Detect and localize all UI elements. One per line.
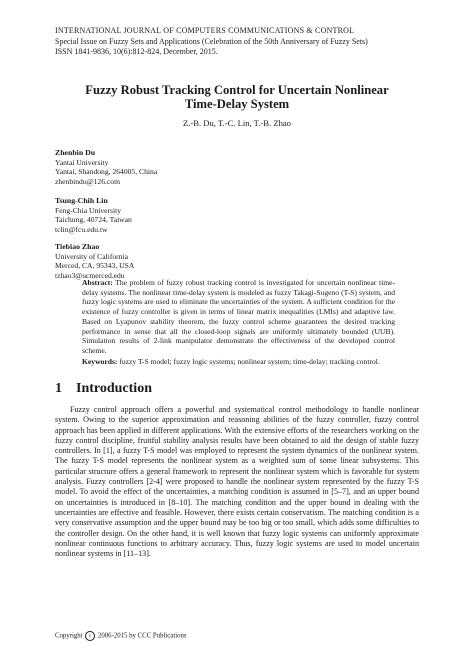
- abstract-text: The problem of fuzzy robust tracking control is investigated for uncertain nonlinear time-delay systems. The nonlinear time-delay system is modeled as fuzzy Takagi-Sugeno (T-S) system, and fuzzy logic systems are used to eliminate the uncertainties of the system. A sufficient condition for the existence of fuzzy controller is given in terms of linear matrix inequalities (LMIs) and adaptive law. Based on Lyapunov stability theorem, the fuzzy control scheme guarantees the desired tracking performance in sense that all the closed-loop signals are uniformly ultimately bounded (UUB). Simulation results of 2-link manipulator demonstrate the effectiveness of the developed control scheme.: [82, 278, 395, 355]
- copyright-icon: c: [85, 631, 95, 641]
- author-email: zhenbindu@126.com: [55, 177, 120, 187]
- section-number: 1: [55, 381, 62, 396]
- author-email: tzhao3@ucmerced.edu: [55, 271, 125, 281]
- paper-authors: Z.-B. Du, T.-C. Lin, T.-B. Zhao: [183, 118, 291, 128]
- keywords-text: fuzzy T-S model; fuzzy logic systems; nonlinear system; time-delay; tracking control.: [119, 356, 380, 366]
- author-org: Feng-Chia University: [55, 205, 122, 215]
- special-issue-line: Special Issue on Fuzzy Sets and Applications (Celebration of the 50th Anniversary of Fuzzy Sets): [55, 36, 368, 46]
- journal-name: INTERNATIONAL JOURNAL OF COMPUTERS COMMUNICATIONS & CONTROL: [55, 26, 355, 35]
- affiliation-3: [55, 242, 255, 281]
- section-heading: [55, 381, 152, 397]
- paper-title-line1: Fuzzy Robust Tracking Control for Uncertain Nonlinear: [85, 83, 389, 97]
- author-address: Yantai, Shandong, 264005, China: [55, 167, 158, 177]
- issn-line: ISSN 1841-9836, 10(6):812-824, December, 2015.: [55, 47, 218, 57]
- copyright-footer: [55, 631, 187, 641]
- author-address: Merced, CA, 95343, USA: [55, 261, 135, 271]
- abstract-block: [82, 278, 395, 366]
- paper-title-line2: Time-Delay System: [184, 97, 290, 111]
- affiliation-1: [55, 148, 255, 187]
- author-org: University of California: [55, 251, 128, 261]
- keywords-label: Keywords:: [82, 356, 118, 366]
- author-address: Taichung, 40724, Taiwan: [55, 215, 132, 225]
- affiliation-2: [55, 196, 255, 235]
- author-name: Zhenbin Du: [55, 148, 96, 157]
- paper-title: [55, 83, 419, 111]
- keywords-paragraph: [82, 357, 395, 367]
- copyright-text: 2006-2015 by CCC Publications: [97, 632, 187, 640]
- author-email: tclin@fcu.edu.tw: [55, 225, 108, 235]
- author-org: Yantai University: [55, 157, 109, 167]
- intro-paragraph: Fuzzy control approach offers a powerful and systematical control methodology to handle nonlinear system. Owing to the superior approximation and reasoning abilities of the fuzzy controller, fuzzy control approach has been applied in different applications. With the extensive efforts of the researchers working on the fuzzy control discipline, fruitful stability analysis results have been obtained to aid the design of stable fuzzy controllers. In [1], a fuzzy T-S model was employed to represent the system dynamics of the nonlinear system. The fuzzy T-S model represents the nonlinear system as a weighted sum of some linear subsystems. This particular structure offers a general framework to represent the nonlinear system which is favorable for system analysis. Fuzzy controllers [2-4] were proposed to handle the nonlinear system represented by the fuzzy T-S model. To avoid the effect of the uncertainties, a matching condition is assumed in [5–7], and an upper bound on uncertainties is introduced in [8–10]. The matching condition and the upper bound in dealing with the uncertainties are effective and feasible. However, there exists certain conservatism. The matching condition is a very conservative assumption and the upper bound may be too big or too small, which adds some difficulties to the controller design. On the other hand, it is well known that fuzzy logic systems can uniformly approximate nonlinear continuous functions to arbitrary accuracy. Thus, fuzzy logic systems are used to model uncertain nonlinear systems in [11–13].: [55, 405, 419, 559]
- section-title: Introduction: [76, 381, 152, 396]
- journal-header: [55, 26, 445, 58]
- author-name: Tsung-Chih Lin: [55, 196, 108, 205]
- copyright-prefix: Copyright: [55, 632, 83, 640]
- abstract-paragraph: [82, 278, 395, 356]
- abstract-label: Abstract:: [82, 278, 113, 287]
- author-name: Tiebiao Zhao: [55, 242, 100, 251]
